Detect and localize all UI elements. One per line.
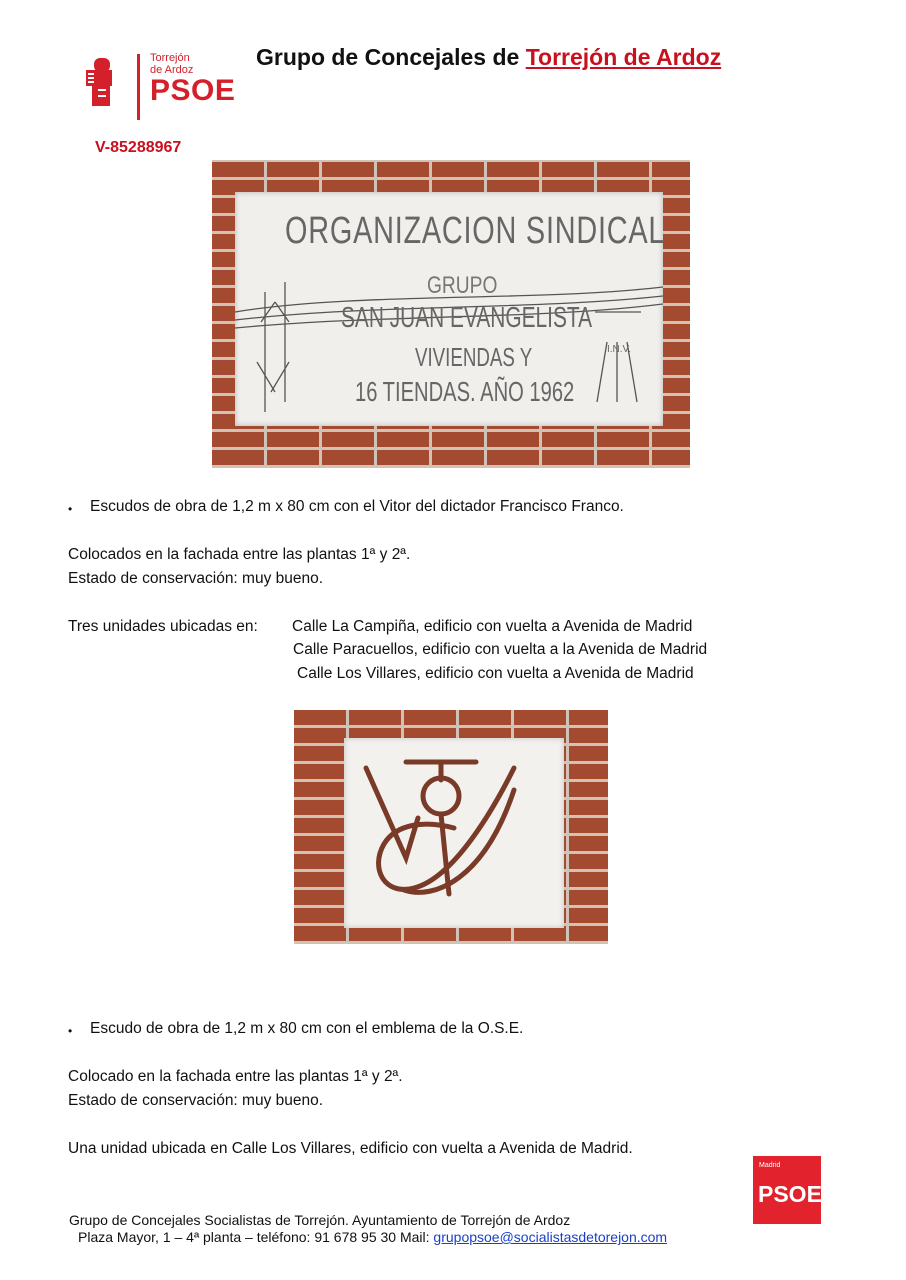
location-text: Una unidad ubicada en Calle Los Villares, edificio con vuelta a Avenida de Madrid. — [68, 1140, 633, 1157]
conservation-text: Estado de conservación: muy bueno. — [68, 1092, 324, 1109]
vitor-stone — [344, 738, 564, 928]
location-item: Calle Los Villares, edificio con vuelta a Avenida de Madrid — [297, 665, 694, 682]
bullet-marker: • — [68, 502, 73, 516]
logo-divider — [137, 54, 140, 120]
plaque-line-1: ORGANIZACION SINDICAL — [285, 210, 666, 252]
logo-region: Madrid — [759, 1162, 781, 1169]
psoe-madrid-logo — [753, 1156, 821, 1224]
locations-label: Tres unidades ubicadas en: — [68, 618, 258, 635]
bullet-marker: • — [68, 1024, 73, 1038]
page-title: Grupo de Concejales de Torrejón de Ardoz — [256, 44, 722, 70]
psoe-logo — [80, 50, 240, 122]
rose-fist-icon — [80, 56, 124, 108]
placement-text: Colocado en la fachada entre las plantas 1ª y 2ª. — [68, 1068, 403, 1085]
conservation-text: Estado de conservación: muy bueno. — [68, 570, 324, 587]
logo-brand: PSOE — [758, 1181, 822, 1207]
title-city: Torrejón de Ardoz — [525, 44, 722, 70]
plaque-photo-sindical — [212, 160, 690, 468]
location-item: Calle La Campiña, edificio con vuelta a Avenida de Madrid — [292, 618, 693, 635]
location-item: Calle Paracuellos, edificio con vuelta a la Avenida de Madrid — [293, 641, 708, 658]
bullet-text-vitor: Escudos de obra de 1,2 m x 80 cm con el Vitor del dictador Francisco Franco. — [90, 498, 624, 515]
plaque-line-2: GRUPO — [427, 272, 498, 299]
plaque-stone — [235, 192, 666, 426]
logo-brand: PSOE — [150, 74, 236, 107]
plaque-line-3: SAN JUAN EVANGELISTA — [341, 302, 593, 334]
document-code: V-85288967 — [95, 139, 182, 156]
footer-line-2: Plaza Mayor, 1 – 4ª planta – teléfono: 91 678 95 30 Mail: grupopsoe@socialistasdetorejon.com — [78, 1229, 668, 1245]
plaque-badge: I.N.V. — [607, 344, 632, 355]
footer-email-link[interactable]: grupopsoe@socialistasdetorejon.com — [433, 1229, 668, 1245]
plaque-line-4: VIVIENDAS Y — [415, 342, 533, 372]
vitor-emblem-icon — [344, 738, 564, 928]
footer-line-1: Grupo de Concejales Socialistas de Torrejón. Ayuntamiento de Torrejón de Ardoz — [69, 1212, 571, 1228]
vitor-emblem-photo — [294, 710, 608, 944]
placement-text: Colocados en la fachada entre las plantas 1ª y 2ª. — [68, 546, 411, 563]
plaque-line-5: 16 TIENDAS. AÑO 1962 — [355, 376, 575, 407]
logo-city: Torrejón de Ardoz — [150, 52, 194, 76]
bullet-text-ose: Escudo de obra de 1,2 m x 80 cm con el emblema de la O.S.E. — [90, 1020, 524, 1037]
